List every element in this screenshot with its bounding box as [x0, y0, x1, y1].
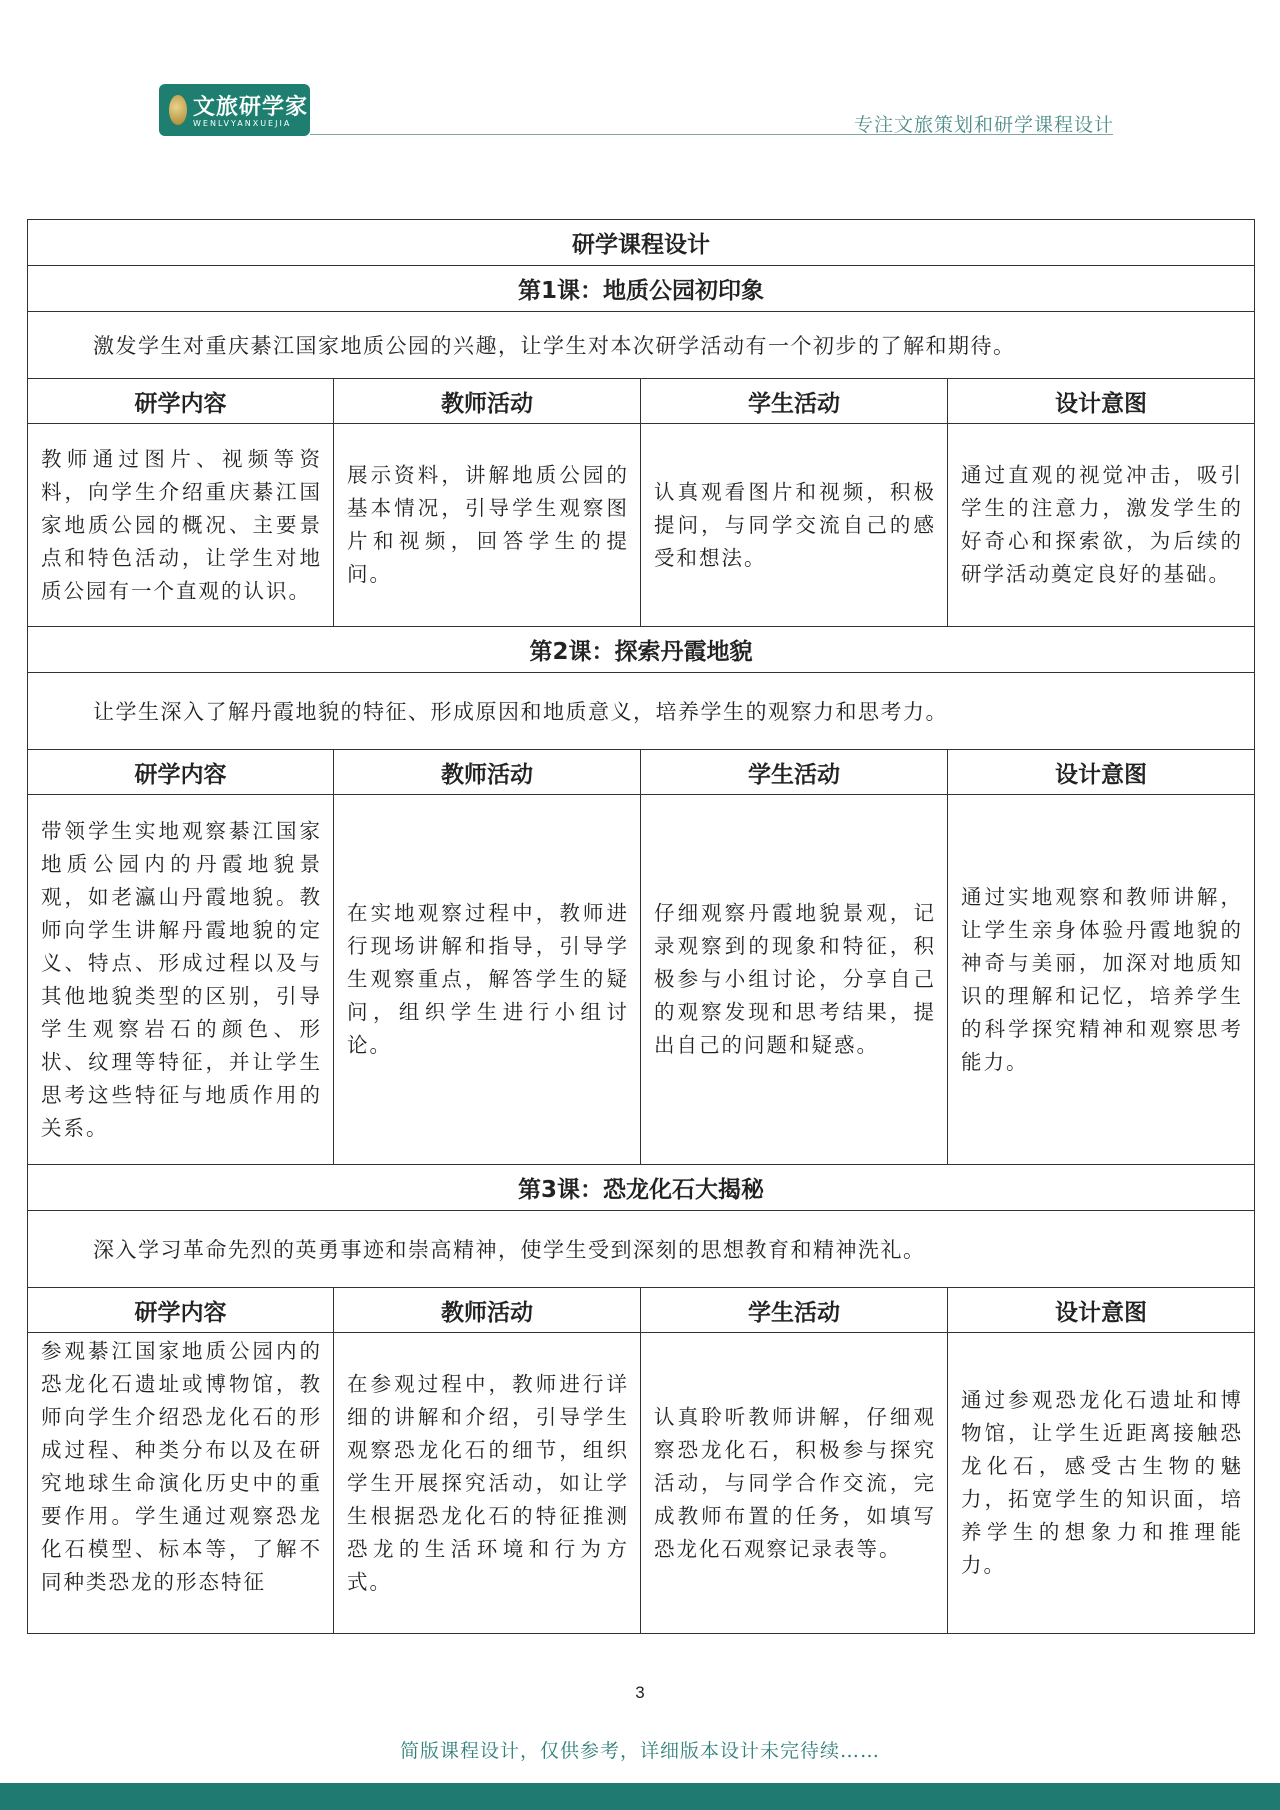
footer-note: 简版课程设计，仅供参考，详细版本设计未完待续…… — [399, 1740, 880, 1762]
column-header-teacher: 教师活动 — [334, 750, 641, 795]
column-header-teacher: 教师活动 — [334, 1288, 641, 1333]
table-title: 研学课程设计 — [28, 220, 1255, 266]
column-header-content: 研学内容 — [28, 379, 334, 424]
design-intent-cell: 通过参观恐龙化石遗址和博物馆，让学生近距离接触恐龙化石，感受古生物的魅力，拓宽学生的知识面，培养学生的想象力和推理能力。 — [948, 1333, 1255, 1634]
student-activity-cell: 认真观看图片和视频，积极提问，与同学交流自己的感受和想法。 — [641, 424, 948, 627]
lesson-content-cell: 教师通过图片、视频等资料，向学生介绍重庆綦江国家地质公园的概况、主要景点和特色活动，让学生对地质公园有一个直观的认识。 — [28, 424, 334, 627]
column-header-student: 学生活动 — [641, 750, 948, 795]
header-tagline: 专注文旅策划和研学课程设计 — [853, 114, 1114, 136]
teacher-activity-cell: 展示资料，讲解地质公园的基本情况，引导学生观察图片和视频，回答学生的提问。 — [334, 424, 641, 627]
teacher-activity-cell: 在实地观察过程中，教师进行现场讲解和指导，引导学生观察重点，解答学生的疑问，组织学生进行小组讨论。 — [334, 795, 641, 1165]
column-header-intent: 设计意图 — [948, 1288, 1255, 1333]
logo-name: 文旅研学家 — [193, 94, 309, 120]
column-header-student: 学生活动 — [641, 1288, 948, 1333]
logo-leaf-icon — [169, 95, 187, 125]
column-header-teacher: 教师活动 — [334, 379, 641, 424]
column-header-content: 研学内容 — [28, 1288, 334, 1333]
course-design-table — [27, 219, 1255, 1634]
lesson-goal: 让学生深入了解丹霞地貌的特征、形成原因和地质意义，培养学生的观察力和思考力。 — [28, 673, 1255, 750]
design-intent-cell: 通过实地观察和教师讲解，让学生亲身体验丹霞地貌的神奇与美丽，加深对地质知识的理解和记忆，培养学生的科学探究精神和观察思考能力。 — [948, 795, 1255, 1165]
column-header-student: 学生活动 — [641, 379, 948, 424]
column-header-intent: 设计意图 — [948, 750, 1255, 795]
column-header-intent: 设计意图 — [948, 379, 1255, 424]
lesson-title: 第2课：探索丹霞地貌 — [28, 627, 1255, 673]
design-intent-cell: 通过直观的视觉冲击，吸引学生的注意力，激发学生的好奇心和探索欲，为后续的研学活动奠定良好的基础。 — [948, 424, 1255, 627]
footer-bar — [0, 1783, 1280, 1810]
brand-logo — [159, 84, 310, 136]
lesson-title: 第3课：恐龙化石大揭秘 — [28, 1165, 1255, 1211]
column-header-content: 研学内容 — [28, 750, 334, 795]
logo-subtitle: WENLVYANXUEJIA — [193, 119, 292, 128]
page-number: 3 — [635, 1683, 645, 1702]
teacher-activity-cell: 在参观过程中，教师进行详细的讲解和介绍，引导学生观察恐龙化石的细节，组织学生开展探究活动，如让学生根据恐龙化石的特征推测恐龙的生活环境和行为方式。 — [334, 1333, 641, 1634]
student-activity-cell: 认真聆听教师讲解，仔细观察恐龙化石，积极参与探究活动，与同学合作交流，完成教师布置的任务，如填写恐龙化石观察记录表等。 — [641, 1333, 948, 1634]
student-activity-cell: 仔细观察丹霞地貌景观，记录观察到的现象和特征，积极参与小组讨论，分享自己的观察发现和思考结果，提出自己的问题和疑惑。 — [641, 795, 948, 1165]
lesson-content-cell: 参观綦江国家地质公园内的恐龙化石遗址或博物馆，教师向学生介绍恐龙化石的形成过程、种类分布以及在研究地球生命演化历史中的重要作用。学生通过观察恐龙化石模型、标本等，了解不同种类恐龙的形态特征 — [28, 1333, 334, 1634]
lesson-title: 第1课：地质公园初印象 — [28, 266, 1255, 312]
lesson-content-cell: 带领学生实地观察綦江国家地质公园内的丹霞地貌景观，如老瀛山丹霞地貌。教师向学生讲解丹霞地貌的定义、特点、形成过程以及与其他地貌类型的区别，引导学生观察岩石的颜色、形状、纹理等特征，并让学生思考这些特征与地质作用的关系。 — [28, 795, 334, 1165]
lesson-goal: 深入学习革命先烈的英勇事迹和崇高精神，使学生受到深刻的思想教育和精神洗礼。 — [28, 1211, 1255, 1288]
lesson-goal: 激发学生对重庆綦江国家地质公园的兴趣，让学生对本次研学活动有一个初步的了解和期待。 — [28, 312, 1255, 379]
page-header — [0, 0, 1280, 150]
